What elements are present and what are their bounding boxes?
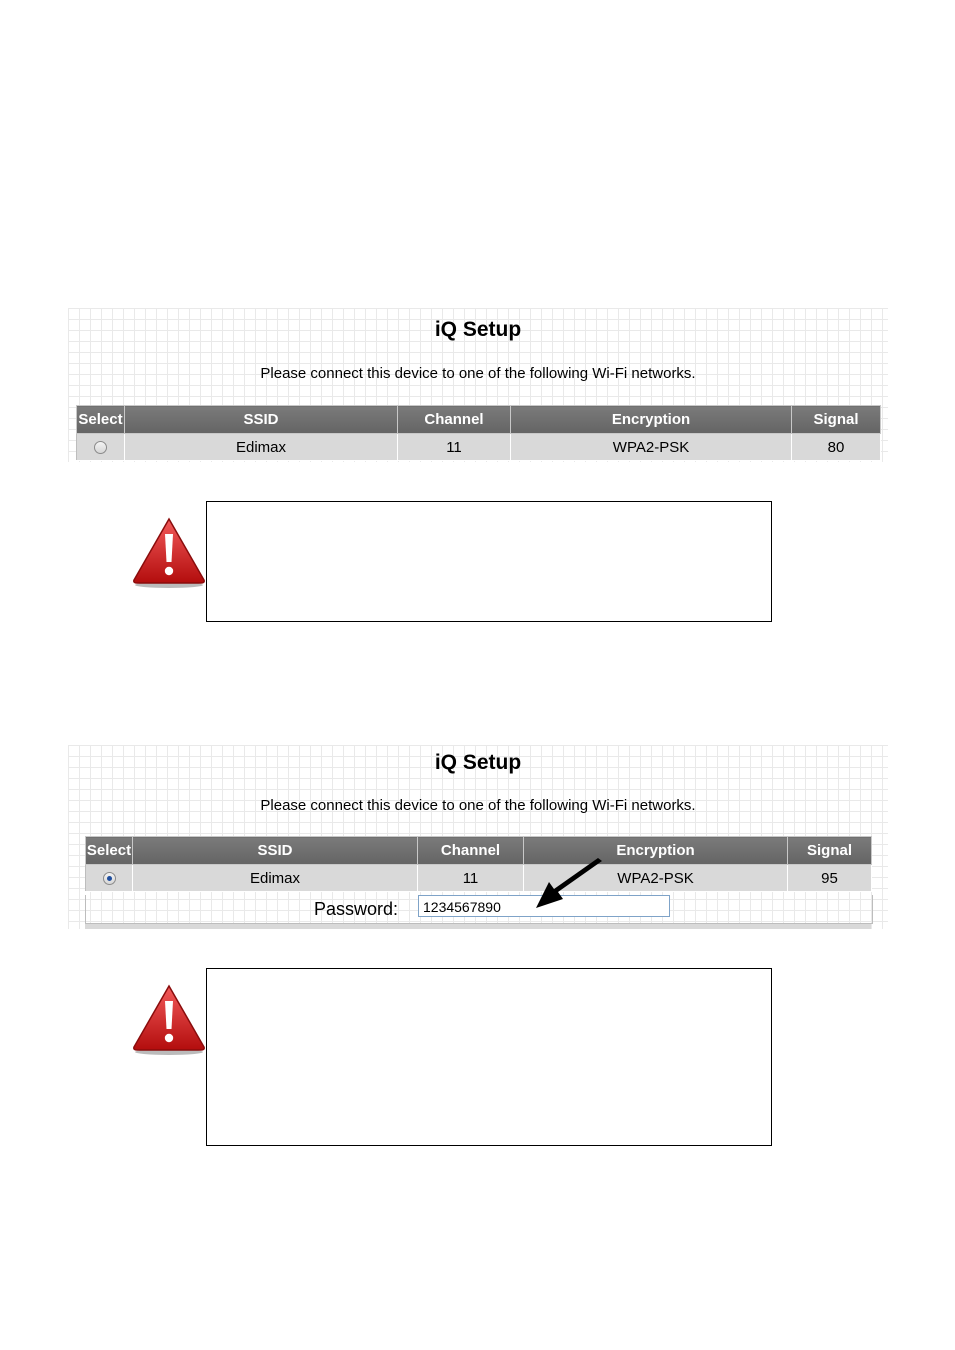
column-header-encryption: Encryption xyxy=(511,406,792,434)
page-title: iQ Setup xyxy=(434,318,522,341)
column-header-channel: Channel xyxy=(398,406,511,434)
table-row-partial xyxy=(85,924,871,929)
encryption-cell: WPA2-PSK xyxy=(511,434,792,461)
channel-cell: 11 xyxy=(418,865,524,892)
table-header-row xyxy=(77,406,881,434)
column-header-encryption: Encryption xyxy=(524,837,788,865)
network-radio-button[interactable] xyxy=(103,872,116,885)
password-label: Password: xyxy=(313,899,398,919)
setup-instruction: Please connect this device to one of the following Wi-Fi networks. xyxy=(260,365,696,382)
network-table xyxy=(76,405,881,461)
ssid-cell: Edimax xyxy=(133,865,418,892)
select-cell xyxy=(86,865,133,892)
password-row xyxy=(85,895,873,924)
table-row xyxy=(77,434,881,461)
page-title: iQ Setup xyxy=(434,751,522,774)
column-header-select: Select xyxy=(86,837,133,865)
channel-cell: 11 xyxy=(398,434,511,461)
select-cell xyxy=(77,434,125,461)
column-header-ssid: SSID xyxy=(133,837,418,865)
iq-setup-screenshot-2 xyxy=(68,745,888,929)
column-header-signal: Signal xyxy=(788,837,872,865)
table-row xyxy=(86,865,872,892)
table-header-row xyxy=(86,837,872,865)
iq-setup-screenshot-1 xyxy=(68,308,888,462)
signal-cell: 80 xyxy=(792,434,881,461)
warning-triangle-icon xyxy=(131,983,207,1055)
column-header-signal: Signal xyxy=(792,406,881,434)
setup-instruction: Please connect this device to one of the following Wi-Fi networks. xyxy=(260,797,696,814)
arrow-pointer-icon xyxy=(532,855,608,913)
password-input[interactable]: 1234567890 xyxy=(418,895,670,917)
warning-triangle-icon xyxy=(131,516,207,588)
column-header-ssid: SSID xyxy=(125,406,398,434)
signal-cell: 95 xyxy=(788,865,872,892)
note-box xyxy=(206,968,772,1146)
network-radio-button[interactable] xyxy=(94,441,107,454)
network-table xyxy=(85,836,872,892)
note-box xyxy=(206,501,772,622)
ssid-cell: Edimax xyxy=(125,434,398,461)
column-header-channel: Channel xyxy=(418,837,524,865)
column-header-select: Select xyxy=(77,406,125,434)
encryption-cell: WPA2-PSK xyxy=(524,865,788,892)
